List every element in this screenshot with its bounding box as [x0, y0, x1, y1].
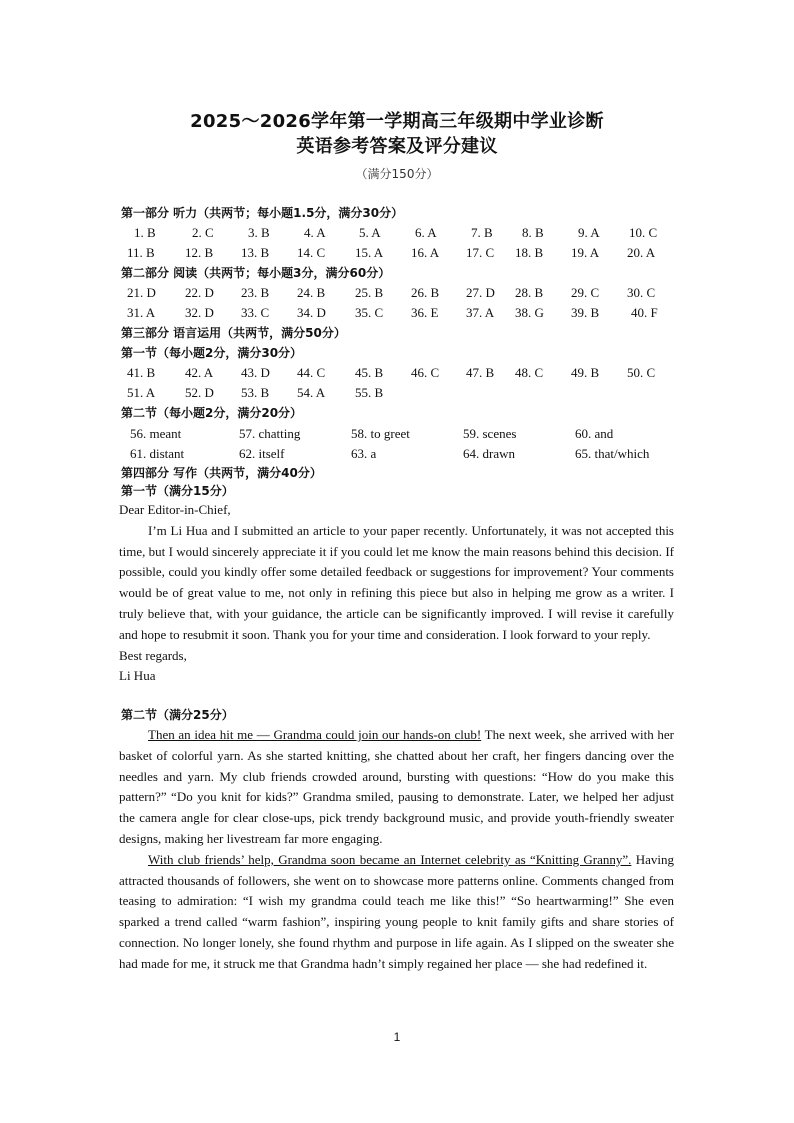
story-paragraph-1	[119, 725, 674, 850]
part1-heading: 第一部分 听力（共两节；每小题1.5分，满分30分）	[121, 206, 404, 220]
letter-body: I’m Li Hua and I submitted an article to your paper recently. Unfortunately, it was not accepted this time, but I would sincerely appreciate it if you could let me know the main reasons behind this decision. If possible, could you kindly offer some detailed feedback or suggestions for improvement? Your comments would be of great value to me, not only in refining this piece but also in helping me grow as a writer. I truly believe that, with your guidance, the article can be significantly improved. I will revise it carefully and hope to resubmit it soon. Thank you for your time and consideration. I look forward to your reply.	[119, 522, 674, 642]
answer: 43. D	[241, 365, 270, 380]
part3-answers-row3	[0, 426, 794, 446]
answer: 45. B	[355, 365, 384, 380]
letter-closing: Best regards,	[119, 647, 187, 663]
answer: 19. A	[571, 245, 600, 260]
page-number: 1	[393, 1030, 401, 1044]
paragraph-2-lead-sentence: With club friends’ help, Grandma soon became an Internet celebrity as “Knitting Granny”.	[148, 851, 632, 867]
answer: 58. to greet	[351, 426, 410, 441]
full-score: （满分150分）	[355, 167, 439, 181]
answer: 49. B	[571, 365, 600, 380]
answer: 46. C	[411, 365, 440, 380]
answer: 2. C	[192, 225, 214, 240]
continuation-writing	[119, 725, 674, 975]
answer: 56. meant	[130, 426, 182, 441]
answer: 59. scenes	[463, 426, 517, 441]
answer: 35. C	[355, 305, 384, 320]
paragraph-1-body: The next week, she arrived with her basket of colorful yarn. As she started knitting, she chatted about her craft, her fingers dancing over the needles and yarn. My club friends crowded around, bursting with questions: “How do you make this pattern?” “Do you knit for kids?” Grandma smiled, pausing to demonstrate. Later, we helped her adjust the camera angle for clear close-ups, pick trendy background music, and provide youth-friendly sweater designs, making her livestream far more engaging.	[119, 727, 674, 846]
answer: 23. B	[241, 285, 270, 300]
answer: 51. A	[127, 385, 156, 400]
paragraph-2-body: Having attracted thousands of followers, she went on to showcase more patterns online. Comments changed from teasing to admiration: “I wish my grandma could teach me like this!” “So heartwarming!” She even sparked a trend called “warm fashion”, inspiring young people to knit family gifts and share stories of connection. No longer lonely, she found rhythm and purpose in life again. As I slipped on the sweater she had made for me, it struck me that Grandma hadn’t simply regained her place — she had redefined it.	[119, 851, 674, 971]
answer: 8. B	[522, 225, 544, 240]
answer: 17. C	[466, 245, 495, 260]
part3-answers-row4	[0, 446, 794, 466]
story-paragraph-2	[119, 850, 674, 975]
part4-section1-heading: 第一节（满分15分）	[121, 484, 234, 498]
paragraph-1-lead-sentence: Then an idea hit me — Grandma could join our hands-on club!	[148, 727, 482, 742]
answer: 47. B	[466, 365, 495, 380]
answer: 65. that/which	[575, 446, 650, 461]
part3-answers-row1	[0, 365, 794, 385]
page-title: 2025～2026学年第一学期高三年级期中学业诊断	[190, 111, 604, 132]
answer: 57. chatting	[239, 426, 301, 441]
answer: 13. B	[241, 245, 270, 260]
answer: 48. C	[515, 365, 544, 380]
part4-section2-heading: 第二节（满分25分）	[121, 708, 234, 722]
answer: 18. B	[515, 245, 544, 260]
answer: 30. C	[627, 285, 656, 300]
answer: 27. D	[466, 285, 495, 300]
answer: 54. A	[297, 385, 326, 400]
answer: 50. C	[627, 365, 656, 380]
answer: 37. A	[466, 305, 495, 320]
answer: 20. A	[627, 245, 656, 260]
answer: 10. C	[629, 225, 658, 240]
part1-answers-row1	[0, 225, 794, 245]
page-subtitle: 英语参考答案及评分建议	[296, 136, 498, 157]
answer: 11. B	[127, 245, 155, 260]
answer: 22. D	[185, 285, 214, 300]
answer: 16. A	[411, 245, 440, 260]
answer: 1. B	[134, 225, 156, 240]
answer: 28. B	[515, 285, 544, 300]
answer: 9. A	[578, 225, 600, 240]
part4-heading: 第四部分 写作（共两节，满分40分）	[121, 466, 322, 480]
part2-answers-row1	[0, 285, 794, 305]
answer: 52. D	[185, 385, 214, 400]
answer: 39. B	[571, 305, 600, 320]
answer: 38. G	[515, 305, 544, 320]
answer: 53. B	[241, 385, 270, 400]
answer: 42. A	[185, 365, 214, 380]
answer: 33. C	[241, 305, 270, 320]
letter-signature: Li Hua	[119, 668, 156, 684]
answer: 15. A	[355, 245, 384, 260]
answer: 34. D	[297, 305, 326, 320]
part3-answers-row2	[0, 385, 794, 405]
answer: 7. B	[471, 225, 493, 240]
answer: 61. distant	[130, 446, 185, 461]
answer: 60. and	[575, 426, 614, 441]
part3-section2-heading: 第二节（每小题2分，满分20分）	[121, 406, 303, 420]
answer: 44. C	[297, 365, 326, 380]
answer: 26. B	[411, 285, 440, 300]
answer: 62. itself	[239, 446, 285, 461]
answer: 6. A	[415, 225, 437, 240]
answer: 5. A	[359, 225, 381, 240]
answer: 36. E	[411, 305, 439, 320]
answer: 63. a	[351, 446, 377, 461]
answer: 40. F	[631, 305, 658, 320]
part3-section1-heading: 第一节（每小题2分，满分30分）	[121, 346, 303, 360]
answer: 29. C	[571, 285, 600, 300]
answer: 41. B	[127, 365, 156, 380]
answer: 25. B	[355, 285, 384, 300]
answer: 24. B	[297, 285, 326, 300]
part2-heading: 第二部分 阅读（共两节；每小题3分，满分60分）	[121, 266, 391, 280]
letter-greeting: Dear Editor-in-Chief,	[119, 502, 231, 517]
part3-heading: 第三部分 语言运用（共两节，满分50分）	[121, 326, 346, 340]
letter	[119, 500, 674, 687]
part1-answers-row2	[0, 245, 794, 265]
part2-answers-row2	[0, 305, 794, 325]
answer: 21. D	[127, 285, 156, 300]
answer: 31. A	[127, 305, 156, 320]
answer: 14. C	[297, 245, 326, 260]
answer: 64. drawn	[463, 446, 515, 461]
answer: 55. B	[355, 385, 384, 400]
answer: 3. B	[248, 225, 270, 240]
answer: 12. B	[185, 245, 214, 260]
answer: 4. A	[304, 225, 326, 240]
answer: 32. D	[185, 305, 214, 320]
